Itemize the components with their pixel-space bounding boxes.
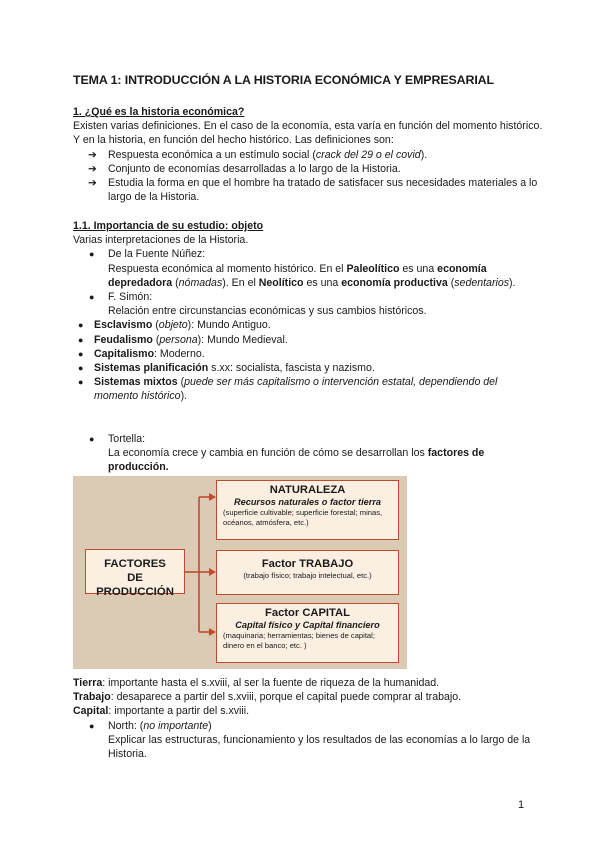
- capital-box: Factor CAPITAL Capital físico y Capital financiero (maquinaria; herramientas; bienes de capital; dinero en el banco; etc. ): [216, 603, 399, 663]
- factor-trabajo: Trabajo: desaparece a partir del s.xviii, porque el capital puede comprar al trabajo.: [73, 691, 462, 704]
- bullet-icon: ●: [89, 292, 95, 303]
- definitions-list: [73, 148, 543, 205]
- trabajo-box: Factor TRABAJO (trabajo físico; trabajo intelectual, etc.): [216, 550, 399, 595]
- document-title: TEMA 1: INTRODUCCIÓN A LA HISTORIA ECONÓMICA Y EMPRESARIAL: [73, 73, 495, 87]
- bullet-icon: ●: [78, 334, 84, 345]
- list-item: ● Esclavismo (objeto): Mundo Antiguo.: [78, 319, 271, 332]
- factor-capital: Capital: importante a partir del s.xviii.: [73, 705, 250, 718]
- list-item: ● Capitalismo: Moderno.: [78, 347, 205, 360]
- factors-text: [73, 676, 543, 761]
- list-item-north: ● North: (no importante) Explicar las estructuras, funcionamiento y los resultados de las economías a lo largo de la Historia.: [89, 719, 531, 761]
- bullet-icon: ●: [78, 348, 84, 359]
- list-item: ● Feudalismo (persona): Mundo Medieval.: [78, 333, 288, 346]
- section-1-heading: 1. ¿Qué es la historia económica?: [73, 106, 245, 118]
- section-1-1-intro: Varias interpretaciones de la Historia.: [73, 234, 249, 247]
- bullet-icon: ●: [89, 720, 95, 731]
- factors-diagram: [73, 476, 407, 669]
- bullet-icon: ●: [89, 249, 95, 260]
- page-number: 1: [518, 799, 525, 811]
- factors-label-box: FACTORES DE PRODUCCIÓN: [85, 549, 185, 594]
- list-item-tortella: ● Tortella: La economía crece y cambia en función de cómo se desarrollan los factores de producción.: [89, 433, 485, 474]
- tortella-block: [73, 432, 543, 475]
- list-item-simon: ● F. Simón: Relación entre circunstancias económicas y sus cambios históricos.: [89, 291, 427, 318]
- list-item: ➔ Respuesta económica a un estímulo social (crack del 29 o el covid).: [88, 148, 428, 161]
- list-item: ➔ Estudia la forma en que el hombre ha tratado de satisfacer sus necesidades materiales a lo largo de la Historia.: [88, 177, 538, 204]
- north-list: [73, 719, 543, 762]
- list-item-fuente: ● De la Fuente Núñez: Respuesta económica al momento histórico. En el Paleolítico es una economía depredadora (nómadas). En el Neolítico es una economía productiva (sedentarios).: [89, 248, 516, 289]
- bullet-icon: ●: [89, 434, 95, 444]
- list-item: ➔ Conjunto de economías desarrolladas a lo largo de la Historia.: [88, 162, 401, 175]
- list-item: ● Sistemas mixtos (puede ser más capitalismo o intervención estatal, dependiendo del momento histórico).: [78, 376, 498, 403]
- factor-tierra: Tierra: importante hasta el s.xviii, al ser la fuente de riqueza de la humanidad.: [73, 677, 440, 689]
- arrow-bullet-icon: ➔: [88, 177, 97, 190]
- section-1-1-heading: 1.1. Importancia de su estudio: objeto: [73, 220, 264, 232]
- list-item: ● Sistemas planificación s.xx: socialista, fascista y nazismo.: [78, 362, 375, 375]
- tortella-list: [73, 432, 543, 475]
- section-1: [73, 105, 543, 204]
- section-1-paragraph: Existen varias definiciones. En el caso de la economía, esta varía en función del momento histórico. Y en la historia, en función del hecho histórico. Las definiciones son:: [73, 120, 543, 147]
- systems-list: [38, 318, 543, 403]
- bullet-icon: ●: [78, 320, 84, 331]
- interpretations-list: [73, 247, 543, 318]
- naturaleza-box: NATURALEZA Recursos naturales o factor tierra (superficie cultivable; superficie forestal; minas, océanos, atmósfera, etc.): [216, 480, 399, 540]
- section-1-1: [73, 219, 543, 404]
- bullet-icon: ●: [78, 363, 84, 374]
- arrow-bullet-icon: ➔: [88, 162, 97, 175]
- arrow-bullet-icon: ➔: [88, 148, 97, 161]
- bullet-icon: ●: [78, 377, 84, 388]
